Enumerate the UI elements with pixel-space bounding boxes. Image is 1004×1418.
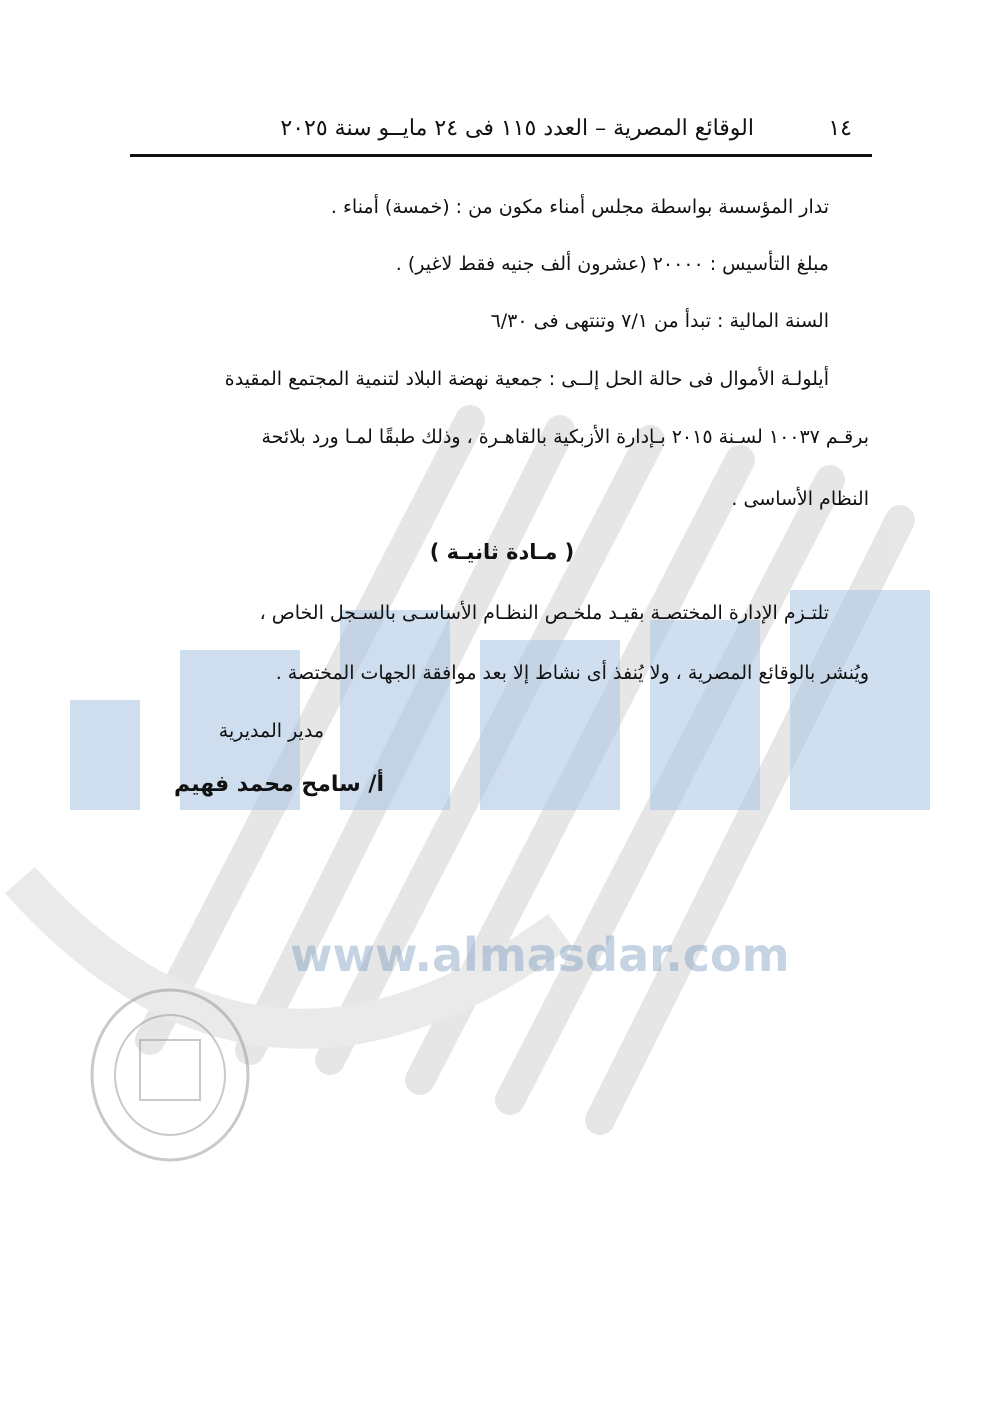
stamp-seal: [92, 990, 248, 1160]
article2-line-1: تلتـزم الإدارة المختصـة بقيـد ملخـص النظـام الأساسـى بالسـجل الخاص ،: [259, 602, 829, 624]
body-line-6: النظام الأساسى .: [731, 488, 869, 510]
body-line-1: تدار المؤسسة بواسطة مجلس أمناء مكون من : (خمسة) أمناء .: [330, 196, 829, 218]
watermark-url: www.almasdar.com: [290, 928, 790, 982]
signature-title: مدير المديرية: [218, 720, 324, 742]
signature-name: أ/ سامح محمد فهيم: [173, 772, 384, 797]
page-header: [130, 112, 872, 148]
article2-line-2: ويُنشر بالوقائع المصرية ، ولا يُنفذ أى نشاط إلا بعد موافقة الجهات المختصة .: [275, 662, 869, 684]
header-title: الوقائع المصرية – العدد ١١٥ فى ٢٤ مايــو سنة ٢٠٢٥: [280, 116, 754, 141]
section-heading: ( مـادة ثانيـة ): [429, 540, 575, 564]
body-line-3: السنة المالية : تبدأ من ٧/١ وتنتهى فى ٦/٣٠: [490, 310, 829, 332]
body-line-2: مبلغ التأسيس : ٢٠٠٠٠ (عشرون ألف جنيه فقط لاغير) .: [395, 253, 829, 275]
header-rule: [130, 154, 872, 157]
body-line-5: برقـم ١٠٠٣٧ لسـنة ٢٠١٥ بـإدارة الأزبكية بالقاهـرة ، وذلك طبقًا لمـا ورد بلائحة: [261, 426, 869, 448]
page-number: ١٤: [828, 116, 852, 141]
body-line-4: أيلولـة الأموال فى حالة الحل إلــى : جمعية نهضة البلاد لتنمية المجتمع المقيدة: [224, 368, 829, 390]
